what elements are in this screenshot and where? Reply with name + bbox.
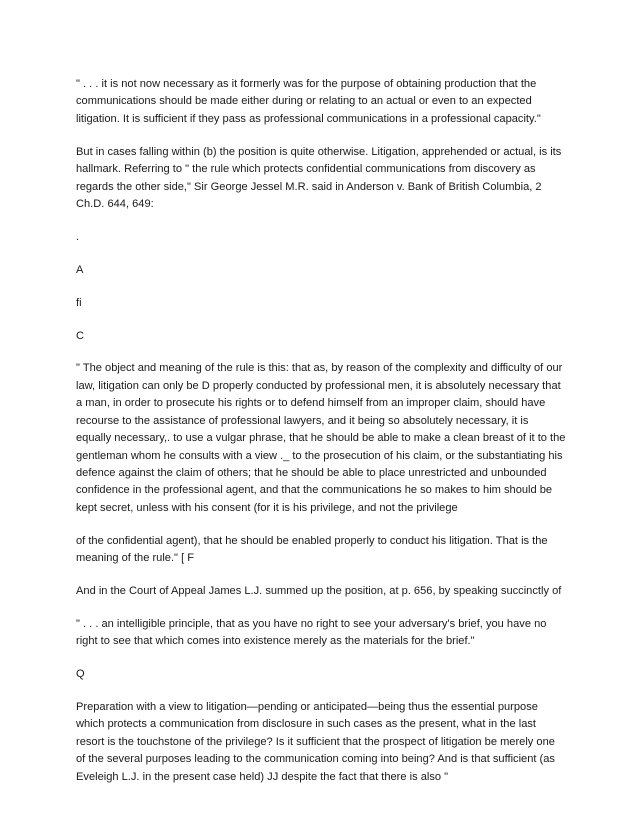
paragraph-court-of-appeal: And in the Court of Appeal James L.J. summed up the position, at p. 656, by speaking succinctly of	[76, 584, 562, 597]
document-body	[76, 76, 566, 802]
paragraph-cases-within-b: But in cases falling within (b) the position is quite otherwise. Litigation, apprehended or actual, is its hallmark. Referring to " the rule which protects confidential communications from discovery as regards the other side," Sir George Jessel M.R. said in Anderson v. Bank of British Columbia, 2 Ch.D. 644, 649:	[76, 145, 562, 210]
paragraph-object-meaning-rule: " The object and meaning of the rule is this: that as, by reason of the complexity and difficulty of our law, litigation can only be D properly conducted by professional men, it is absolutely necessary that a man, in order to prosecute his rights or to defend himself from an improper claim, should have recourse to the assistance of professional lawyers, and it being so absolutely necessary, it is equally necessary,. to use a vulgar phrase, that he should be able to make a clean breast of it to the gentleman whom he consults with a view ._ to the prosecution of his claim, or the substantiating his defence against the claim of others; that he should be able to place unrestricted and unbounded confidence in the professional agent, and that the communications he so makes to him should be kept secret, unless with his consent (for it is his privilege, and not the privilege	[76, 362, 566, 514]
paragraph-marker-q: Q	[76, 668, 85, 681]
paragraph-quote-production: " . . . it is not now necessary as it formerly was for the purpose of obtaining production that the communications should be made either during or relating to an actual or even to an expected litigation. It is sufficient if they pass as professional communications in a professional capacity."	[76, 78, 541, 125]
paragraph-confidential-agent: of the confidential agent), that he should be enabled properly to conduct his litigation. That is the meaning of the rule." [ F	[76, 534, 548, 565]
paragraph-intelligible-principle: " . . . an intelligible principle, that as you have no right to see your adversary's brief, you have no right to see that which comes into existence merely as the materials for the brief."	[76, 617, 547, 648]
paragraph-marker-dot: .	[76, 230, 80, 243]
paragraph-preparation-litigation: Preparation with a view to litigation—pending or anticipated—being thus the essential purpose which protects a communication from disclosure in such cases as the present, what in the last resort is the touchstone of the privilege? Is it sufficient that the prospect of litigation be merely one of the several purposes leading to the communication coming into being? And is that sufficient (as Eveleigh L.J. in the present case held) JJ despite the fact that there is also "	[76, 701, 555, 783]
paragraph-marker-fi: fi	[76, 296, 82, 309]
paragraph-marker-a: A	[76, 263, 84, 276]
paragraph-marker-c: C	[76, 329, 85, 342]
